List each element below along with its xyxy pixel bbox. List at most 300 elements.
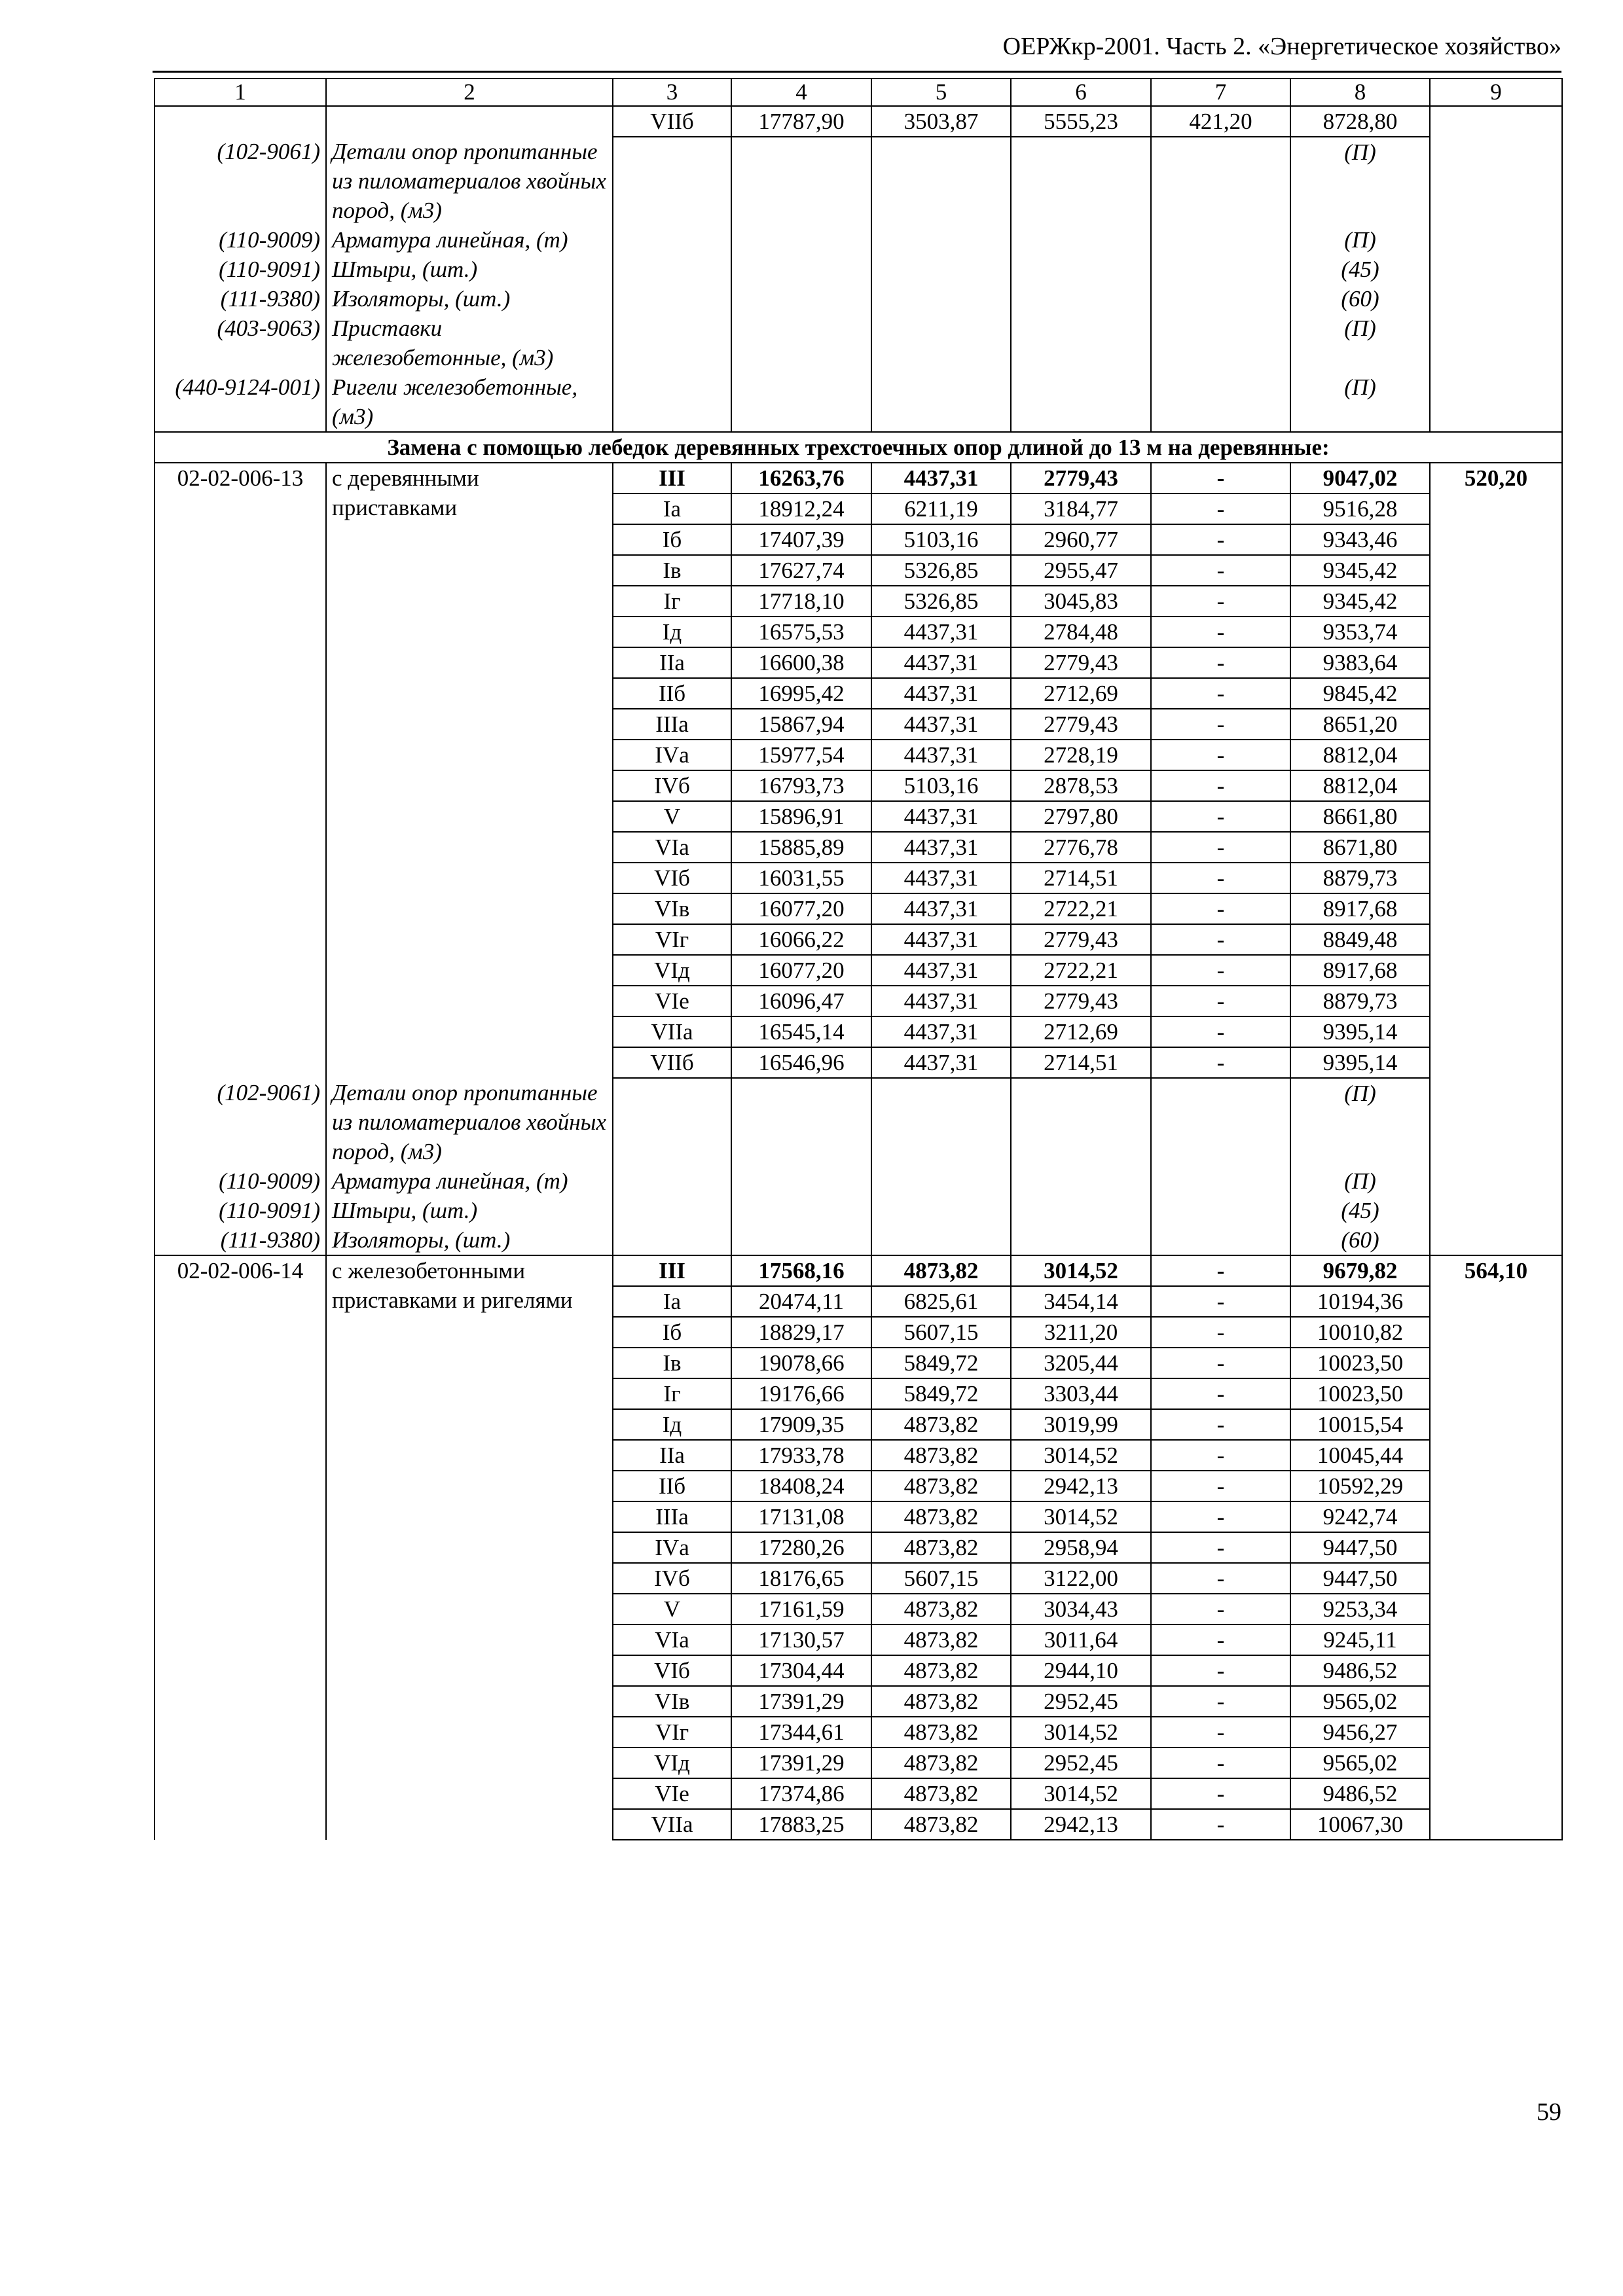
value-cell: 2728,19 — [1011, 740, 1151, 770]
value-cell: - — [1151, 524, 1290, 555]
value-cell: - — [1151, 770, 1290, 801]
material-code: (111-9380) — [155, 1225, 326, 1255]
empty-cell — [1011, 1225, 1151, 1255]
empty-cell — [1151, 1078, 1290, 1166]
value-cell: 2944,10 — [1011, 1655, 1151, 1686]
material-name: Штыри, (шт.) — [326, 255, 613, 284]
header-rule — [153, 71, 1561, 73]
value-cell: 4437,31 — [871, 955, 1011, 986]
value-cell: 4873,82 — [871, 1255, 1011, 1286]
value-cell: 9565,02 — [1290, 1748, 1430, 1778]
material-qty: (П) — [1290, 225, 1430, 255]
value-cell: 16793,73 — [731, 770, 871, 801]
zone-cell: IIб — [613, 678, 731, 709]
value-cell: 4873,82 — [871, 1409, 1011, 1440]
empty-cell — [731, 255, 871, 284]
zone-cell: Iб — [613, 524, 731, 555]
material-qty: (П) — [1290, 1166, 1430, 1196]
value-cell: 17280,26 — [731, 1532, 871, 1563]
value-cell: 17407,39 — [731, 524, 871, 555]
value-cell: 4873,82 — [871, 1809, 1011, 1840]
zone-cell: III — [613, 1255, 731, 1286]
value-cell: 10023,50 — [1290, 1378, 1430, 1409]
value-cell: 9679,82 — [1290, 1255, 1430, 1286]
value-cell: 8728,80 — [1290, 106, 1430, 137]
value-cell: 9383,64 — [1290, 647, 1430, 678]
empty-cell — [613, 314, 731, 372]
value-cell: - — [1151, 617, 1290, 647]
value-cell: 2712,69 — [1011, 1016, 1151, 1047]
column-number-row — [155, 79, 1562, 106]
value-cell: 17883,25 — [731, 1809, 871, 1840]
value-cell: 10194,36 — [1290, 1286, 1430, 1317]
empty-cell — [613, 1225, 731, 1255]
value-cell: 15896,91 — [731, 801, 871, 832]
zone-cell: IIIа — [613, 709, 731, 740]
value-cell: 9353,74 — [1290, 617, 1430, 647]
value-cell: 18912,24 — [731, 493, 871, 524]
empty-cell — [731, 1225, 871, 1255]
value-cell: 4873,82 — [871, 1594, 1011, 1624]
empty-cell — [1011, 137, 1151, 225]
column-number-cell: 8 — [1290, 79, 1430, 106]
value-cell: 10010,82 — [1290, 1317, 1430, 1348]
value-cell: 4873,82 — [871, 1748, 1011, 1778]
empty-cell — [1151, 314, 1290, 372]
value-cell: 18176,65 — [731, 1563, 871, 1594]
rate-cell: 520,20 — [1430, 463, 1562, 1255]
value-cell: 5607,15 — [871, 1317, 1011, 1348]
value-cell: 3014,52 — [1011, 1440, 1151, 1471]
value-cell: - — [1151, 647, 1290, 678]
value-cell: 4437,31 — [871, 986, 1011, 1016]
value-cell: 17787,90 — [731, 106, 871, 137]
empty-cell — [613, 225, 731, 255]
zone-cell: IIIа — [613, 1501, 731, 1532]
empty-cell — [1151, 1166, 1290, 1196]
zone-cell: Iд — [613, 1409, 731, 1440]
value-cell: 5103,16 — [871, 770, 1011, 801]
zone-row — [155, 463, 1562, 493]
column-number-cell: 3 — [613, 79, 731, 106]
zone-cell: VIа — [613, 1624, 731, 1655]
zone-cell: Iг — [613, 586, 731, 617]
zone-cell: VIIа — [613, 1809, 731, 1840]
value-cell: 17304,44 — [731, 1655, 871, 1686]
material-code: (102-9061) — [155, 137, 326, 225]
empty-cell — [1151, 1196, 1290, 1225]
value-cell: 421,20 — [1151, 106, 1290, 137]
empty-cell — [871, 225, 1011, 255]
value-cell: 3019,99 — [1011, 1409, 1151, 1440]
value-cell: 9447,50 — [1290, 1563, 1430, 1594]
value-cell: 9253,34 — [1290, 1594, 1430, 1624]
zone-cell: VIIб — [613, 106, 731, 137]
value-cell: 10067,30 — [1290, 1809, 1430, 1840]
value-cell: 6211,19 — [871, 493, 1011, 524]
value-cell: 4437,31 — [871, 832, 1011, 863]
empty-cell — [1011, 1078, 1151, 1166]
value-cell: 9486,52 — [1290, 1655, 1430, 1686]
material-row — [155, 314, 1562, 372]
value-cell: 10045,44 — [1290, 1440, 1430, 1471]
value-cell: 16995,42 — [731, 678, 871, 709]
value-cell: 10015,54 — [1290, 1409, 1430, 1440]
value-cell: 17391,29 — [731, 1748, 871, 1778]
value-cell: 16263,76 — [731, 463, 871, 493]
material-name: Арматура линейная, (т) — [326, 225, 613, 255]
value-cell: 4873,82 — [871, 1471, 1011, 1501]
value-cell: 8651,20 — [1290, 709, 1430, 740]
zone-cell: VIа — [613, 832, 731, 863]
norm-name: с железобетонными приставками и ригелями — [326, 1255, 613, 1840]
value-cell: 3014,52 — [1011, 1717, 1151, 1748]
column-number-cell: 6 — [1011, 79, 1151, 106]
value-cell: 4437,31 — [871, 1047, 1011, 1078]
value-cell: 2960,77 — [1011, 524, 1151, 555]
column-number-cell: 1 — [155, 79, 326, 106]
value-cell: - — [1151, 493, 1290, 524]
value-cell: 17933,78 — [731, 1440, 871, 1471]
column-number-cell: 2 — [326, 79, 613, 106]
value-cell: - — [1151, 1378, 1290, 1409]
value-cell: 9486,52 — [1290, 1778, 1430, 1809]
value-cell: 17909,35 — [731, 1409, 871, 1440]
name-cell — [326, 106, 613, 137]
norm-code: 02-02-006-14 — [155, 1255, 326, 1840]
value-cell: 16077,20 — [731, 893, 871, 924]
value-cell: - — [1151, 463, 1290, 493]
material-code: (110-9009) — [155, 1166, 326, 1196]
value-cell: 4873,82 — [871, 1501, 1011, 1532]
value-cell: 2958,94 — [1011, 1532, 1151, 1563]
value-cell: 2779,43 — [1011, 986, 1151, 1016]
zone-cell: VIе — [613, 1778, 731, 1809]
value-cell: 3303,44 — [1011, 1378, 1151, 1409]
empty-cell — [871, 137, 1011, 225]
value-cell: 2714,51 — [1011, 863, 1151, 893]
zone-cell: Iб — [613, 1317, 731, 1348]
empty-cell — [613, 1196, 731, 1225]
value-cell: 4437,31 — [871, 1016, 1011, 1047]
value-cell: 3122,00 — [1011, 1563, 1151, 1594]
value-cell: 5555,23 — [1011, 106, 1151, 137]
value-cell: 2779,43 — [1011, 463, 1151, 493]
value-cell: 4437,31 — [871, 463, 1011, 493]
value-cell: 4873,82 — [871, 1778, 1011, 1809]
zone-cell: Iв — [613, 1348, 731, 1378]
zone-cell: IVб — [613, 770, 731, 801]
material-qty: (45) — [1290, 255, 1430, 284]
section-row — [155, 432, 1562, 463]
value-cell: 8849,48 — [1290, 924, 1430, 955]
value-cell: 19078,66 — [731, 1348, 871, 1378]
value-cell: 18408,24 — [731, 1471, 871, 1501]
value-cell: 3014,52 — [1011, 1501, 1151, 1532]
zone-cell: VIIа — [613, 1016, 731, 1047]
value-cell: 9345,42 — [1290, 555, 1430, 586]
zone-cell: VIб — [613, 1655, 731, 1686]
column-number-cell: 7 — [1151, 79, 1290, 106]
zone-cell: V — [613, 1594, 731, 1624]
column-number-cell: 4 — [731, 79, 871, 106]
value-cell: 8671,80 — [1290, 832, 1430, 863]
value-cell: 8812,04 — [1290, 740, 1430, 770]
value-cell: - — [1151, 1655, 1290, 1686]
value-cell: 5103,16 — [871, 524, 1011, 555]
empty-cell — [613, 1078, 731, 1166]
value-cell: - — [1151, 678, 1290, 709]
norm-code: 02-02-006-13 — [155, 463, 326, 1078]
value-cell: 4873,82 — [871, 1717, 1011, 1748]
value-cell: 5849,72 — [871, 1378, 1011, 1409]
value-cell: 9345,42 — [1290, 586, 1430, 617]
value-cell: 4437,31 — [871, 893, 1011, 924]
value-cell: 16066,22 — [731, 924, 871, 955]
value-cell: 9447,50 — [1290, 1532, 1430, 1563]
value-cell: 3014,52 — [1011, 1778, 1151, 1809]
zone-cell: VIIб — [613, 1047, 731, 1078]
zone-cell: VIб — [613, 863, 731, 893]
value-cell: 2779,43 — [1011, 647, 1151, 678]
material-qty: (П) — [1290, 1078, 1430, 1166]
zone-cell: VIе — [613, 986, 731, 1016]
value-cell: 2797,80 — [1011, 801, 1151, 832]
value-cell: 5326,85 — [871, 555, 1011, 586]
zone-cell: IIа — [613, 1440, 731, 1471]
value-cell: - — [1151, 1409, 1290, 1440]
value-cell: 3205,44 — [1011, 1348, 1151, 1378]
value-cell: 9047,02 — [1290, 463, 1430, 493]
material-code: (110-9009) — [155, 225, 326, 255]
value-cell: - — [1151, 832, 1290, 863]
value-cell: 2878,53 — [1011, 770, 1151, 801]
rate-cell: 564,10 — [1430, 1255, 1562, 1840]
value-cell: 10592,29 — [1290, 1471, 1430, 1501]
price-norms-table — [154, 78, 1563, 1840]
value-cell: - — [1151, 1047, 1290, 1078]
empty-cell — [871, 1196, 1011, 1225]
value-cell: - — [1151, 863, 1290, 893]
value-cell: - — [1151, 1317, 1290, 1348]
value-cell: 2955,47 — [1011, 555, 1151, 586]
value-cell: 8917,68 — [1290, 893, 1430, 924]
value-cell: 4437,31 — [871, 740, 1011, 770]
value-cell: 2952,45 — [1011, 1748, 1151, 1778]
empty-cell — [1151, 1225, 1290, 1255]
norm-name: с деревянными приставками — [326, 463, 613, 1078]
value-cell: - — [1151, 740, 1290, 770]
value-cell: 16077,20 — [731, 955, 871, 986]
empty-cell — [1011, 372, 1151, 432]
column-number-cell: 9 — [1430, 79, 1562, 106]
value-cell: - — [1151, 1286, 1290, 1317]
value-cell: - — [1151, 1748, 1290, 1778]
value-cell: - — [1151, 555, 1290, 586]
empty-cell — [731, 1078, 871, 1166]
value-cell: 16575,53 — [731, 617, 871, 647]
value-cell: - — [1151, 1778, 1290, 1809]
empty-cell — [1151, 225, 1290, 255]
value-cell: - — [1151, 1809, 1290, 1840]
value-cell: - — [1151, 1532, 1290, 1563]
empty-cell — [1151, 372, 1290, 432]
zone-cell: Iд — [613, 617, 731, 647]
value-cell: 17391,29 — [731, 1686, 871, 1717]
value-cell: 2776,78 — [1011, 832, 1151, 863]
material-code: (403-9063) — [155, 314, 326, 372]
value-cell: 8812,04 — [1290, 770, 1430, 801]
material-row — [155, 284, 1562, 314]
value-cell: - — [1151, 955, 1290, 986]
empty-cell — [613, 137, 731, 225]
empty-cell — [613, 1166, 731, 1196]
empty-cell — [871, 372, 1011, 432]
value-cell: 9456,27 — [1290, 1717, 1430, 1748]
value-cell: - — [1151, 1686, 1290, 1717]
empty-cell — [871, 314, 1011, 372]
value-cell: 9395,14 — [1290, 1047, 1430, 1078]
value-cell: 2779,43 — [1011, 924, 1151, 955]
value-cell: 17131,08 — [731, 1501, 871, 1532]
value-cell: - — [1151, 801, 1290, 832]
value-cell: - — [1151, 1501, 1290, 1532]
material-name: Изоляторы, (шт.) — [326, 284, 613, 314]
section-title: Замена с помощью лебедок деревянных трехстоечных опор длиной до 13 м на деревянные: — [155, 432, 1562, 463]
value-cell: 4437,31 — [871, 801, 1011, 832]
value-cell: 16600,38 — [731, 647, 871, 678]
zone-cell: Iв — [613, 555, 731, 586]
empty-cell — [871, 284, 1011, 314]
material-code: (440-9124-001) — [155, 372, 326, 432]
value-cell: 4873,82 — [871, 1440, 1011, 1471]
material-name: Приставки железобетонные, (м3) — [326, 314, 613, 372]
empty-cell — [1011, 255, 1151, 284]
material-row — [155, 1196, 1562, 1225]
empty-cell — [613, 372, 731, 432]
empty-cell — [1011, 1166, 1151, 1196]
value-cell: 4437,31 — [871, 709, 1011, 740]
empty-cell — [871, 1225, 1011, 1255]
value-cell: 8879,73 — [1290, 986, 1430, 1016]
column-number-cell: 5 — [871, 79, 1011, 106]
zone-cell: VIг — [613, 924, 731, 955]
empty-cell — [731, 1166, 871, 1196]
value-cell: 3503,87 — [871, 106, 1011, 137]
value-cell: 2722,21 — [1011, 955, 1151, 986]
material-code: (111-9380) — [155, 284, 326, 314]
empty-cell — [731, 284, 871, 314]
page-header-title: ОЕРЖкр-2001. Часть 2. «Энергетическое хозяйство» — [1002, 33, 1561, 60]
value-cell: 5326,85 — [871, 586, 1011, 617]
value-cell: 5607,15 — [871, 1563, 1011, 1594]
value-cell: 17161,59 — [731, 1594, 871, 1624]
zone-cell: VIв — [613, 893, 731, 924]
zone-cell: V — [613, 801, 731, 832]
value-cell: - — [1151, 1348, 1290, 1378]
empty-cell — [613, 255, 731, 284]
zone-cell: Iа — [613, 493, 731, 524]
value-cell: 20474,11 — [731, 1286, 871, 1317]
empty-cell — [1151, 255, 1290, 284]
empty-cell — [613, 284, 731, 314]
value-cell: 16546,96 — [731, 1047, 871, 1078]
empty-cell — [731, 225, 871, 255]
value-cell: 17374,86 — [731, 1778, 871, 1809]
material-row — [155, 1078, 1562, 1166]
value-cell: - — [1151, 986, 1290, 1016]
zone-cell: VIд — [613, 1748, 731, 1778]
material-name: Детали опор пропитанные из пиломатериалов хвойных пород, (м3) — [326, 1078, 613, 1166]
zone-cell: IIа — [613, 647, 731, 678]
material-qty: (60) — [1290, 1225, 1430, 1255]
zone-cell: VIд — [613, 955, 731, 986]
value-cell: 6825,61 — [871, 1286, 1011, 1317]
value-cell: 9845,42 — [1290, 678, 1430, 709]
value-cell: 3045,83 — [1011, 586, 1151, 617]
empty-cell — [731, 372, 871, 432]
value-cell: 2714,51 — [1011, 1047, 1151, 1078]
value-cell: - — [1151, 1016, 1290, 1047]
material-row — [155, 225, 1562, 255]
material-name: Детали опор пропитанные из пиломатериалов хвойных пород, (м3) — [326, 137, 613, 225]
zone-cell: IVа — [613, 740, 731, 770]
value-cell: 4873,82 — [871, 1655, 1011, 1686]
material-code: (110-9091) — [155, 255, 326, 284]
empty-cell — [871, 255, 1011, 284]
value-cell: 4437,31 — [871, 647, 1011, 678]
code-cell — [155, 106, 326, 137]
value-cell: 15977,54 — [731, 740, 871, 770]
value-cell: 19176,66 — [731, 1378, 871, 1409]
material-code: (102-9061) — [155, 1078, 326, 1166]
rate-cell — [1430, 106, 1562, 432]
value-cell: 4437,31 — [871, 678, 1011, 709]
value-cell: 3211,20 — [1011, 1317, 1151, 1348]
value-cell: 4437,31 — [871, 924, 1011, 955]
value-cell: 16031,55 — [731, 863, 871, 893]
value-cell: 4437,31 — [871, 863, 1011, 893]
value-cell: 16096,47 — [731, 986, 871, 1016]
value-cell: 17718,10 — [731, 586, 871, 617]
value-cell: 4873,82 — [871, 1624, 1011, 1655]
zone-cell: Iг — [613, 1378, 731, 1409]
value-cell: 17627,74 — [731, 555, 871, 586]
value-cell: 2952,45 — [1011, 1686, 1151, 1717]
zone-row — [155, 106, 1562, 137]
material-row — [155, 1225, 1562, 1255]
value-cell: - — [1151, 1471, 1290, 1501]
zone-cell: VIв — [613, 1686, 731, 1717]
material-code: (110-9091) — [155, 1196, 326, 1225]
value-cell: 3014,52 — [1011, 1255, 1151, 1286]
material-row — [155, 255, 1562, 284]
value-cell: 9565,02 — [1290, 1686, 1430, 1717]
value-cell: 8661,80 — [1290, 801, 1430, 832]
value-cell: 4873,82 — [871, 1532, 1011, 1563]
zone-cell: IVб — [613, 1563, 731, 1594]
value-cell: 15885,89 — [731, 832, 871, 863]
value-cell: 9245,11 — [1290, 1624, 1430, 1655]
value-cell: 9343,46 — [1290, 524, 1430, 555]
value-cell: 2942,13 — [1011, 1471, 1151, 1501]
value-cell: 2712,69 — [1011, 678, 1151, 709]
value-cell: - — [1151, 893, 1290, 924]
value-cell: 16545,14 — [731, 1016, 871, 1047]
empty-cell — [1151, 137, 1290, 225]
material-name: Ригели железобетонные, (м3) — [326, 372, 613, 432]
value-cell: - — [1151, 1717, 1290, 1748]
